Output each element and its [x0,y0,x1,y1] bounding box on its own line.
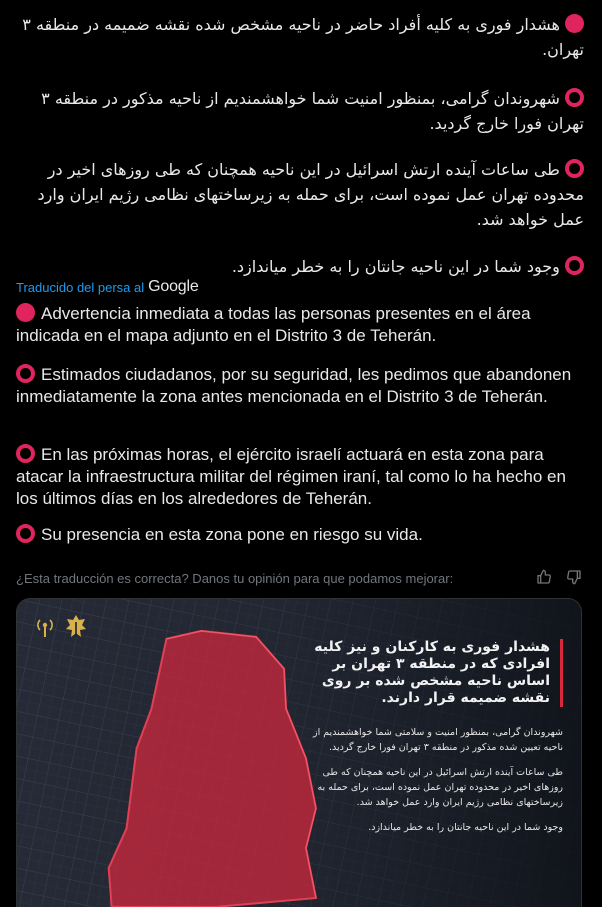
idf-emblem-icon [63,613,89,641]
original-paragraph-2 [14,86,584,136]
warning-body-1: شهروندان گرامی، بمنظور امنیت و سلامتی شما خواهشمندیم از ناحیه تعیین شده مذکور در منطقه ۳ تهران فورا خارج گردید. [312,727,563,753]
red-circle-icon [565,14,584,33]
original-text-4: وجود شما در این ناحیه جانتان را به خطر میاندازد. [231,257,560,276]
warning-body-2: طی ساعات آینده ارتش اسرائیل در این ناحیه همچنان که طی روزهای اخیر در محدوده تهران عمل نموده است، برای حمله به زیرساختهای نظامی رژیم ایران وارد عمل خواهد شد. [317,767,563,808]
warning-body [313,725,563,835]
hollow-red-circle-icon [16,444,35,463]
translated-text-4: Su presencia en esta zona pone en riesgo su vida. [41,525,423,544]
original-paragraph-3 [14,157,584,232]
hollow-red-circle-icon [16,364,35,383]
translated-paragraph-3 [16,444,586,510]
original-paragraph-1 [14,12,584,62]
thumbs-up-icon[interactable] [536,569,552,588]
warning-text-panel [313,639,563,845]
hollow-red-circle-icon [565,159,584,178]
hollow-red-circle-icon [565,256,584,275]
translation-feedback [16,569,586,588]
translation-attribution[interactable] [16,278,199,296]
idf-logos [35,613,89,641]
hollow-red-circle-icon [565,88,584,107]
translated-paragraph-2 [16,364,586,408]
translated-paragraph-1 [16,303,586,347]
translated-text-2: Estimados ciudadanos, por su seguridad, les pedimos que abandonen inmediatamente la zona antes mencionada en el Distrito 3 de Teherán. [16,365,572,406]
attached-map-image[interactable] [16,598,582,907]
thumbs-down-icon[interactable] [566,569,582,588]
original-text-3: طی ساعات آینده ارتش اسرائیل در این ناحیه همچنان که طی روزهای اخیر در محدوده تهران عمل نموده است، برای حمله به زیرساختهای نظامی رژیم ایران وارد عمل خواهد شد. [37,160,584,229]
feedback-prompt: ¿Esta traducción es correcta? Danos tu opinión para que podamos mejorar: [16,571,454,586]
red-circle-icon [16,303,35,322]
translation-label: Traducido del persa al [16,279,145,295]
translated-paragraph-4 [16,524,586,546]
google-logo: Google [148,278,199,295]
hollow-red-circle-icon [16,524,35,543]
original-paragraph-4 [14,254,584,279]
translated-text-3: En las próximas horas, el ejército israelí actuará en esta zona para atacar la infraestructura militar del régimen iraní, tal como lo ha hecho en los últimos días en los alrededores de Teherán. [16,445,566,508]
warning-heading: هشدار فوری به کارکنان و نیز کلیه افرادی که در منطقه ۳ تهران بر اساس ناحیه مشخص شده بر روی نقشه ضمیمه قرار دارند. [313,639,563,707]
original-text-1: هشدار فوری به کلیه أفراد حاضر در ناحیه مشخص شده نقشه ضمیمه در منطقه ۳ تهران. [22,15,584,59]
original-text-2: شهروندان گرامی، بمنظور امنیت شما خواهشمندیم از ناحیه مذکور در منطقه ۳ تهران فورا خارج گردید. [41,89,584,133]
translated-text-1: Advertencia inmediata a todas las personas presentes en el área indicada en el mapa adjunto en el Distrito 3 de Teherán. [16,304,531,345]
radio-antenna-icon [35,616,55,638]
warning-body-3: وجود شما در این ناحیه جانتان را به خطر میاندازد. [368,822,563,833]
